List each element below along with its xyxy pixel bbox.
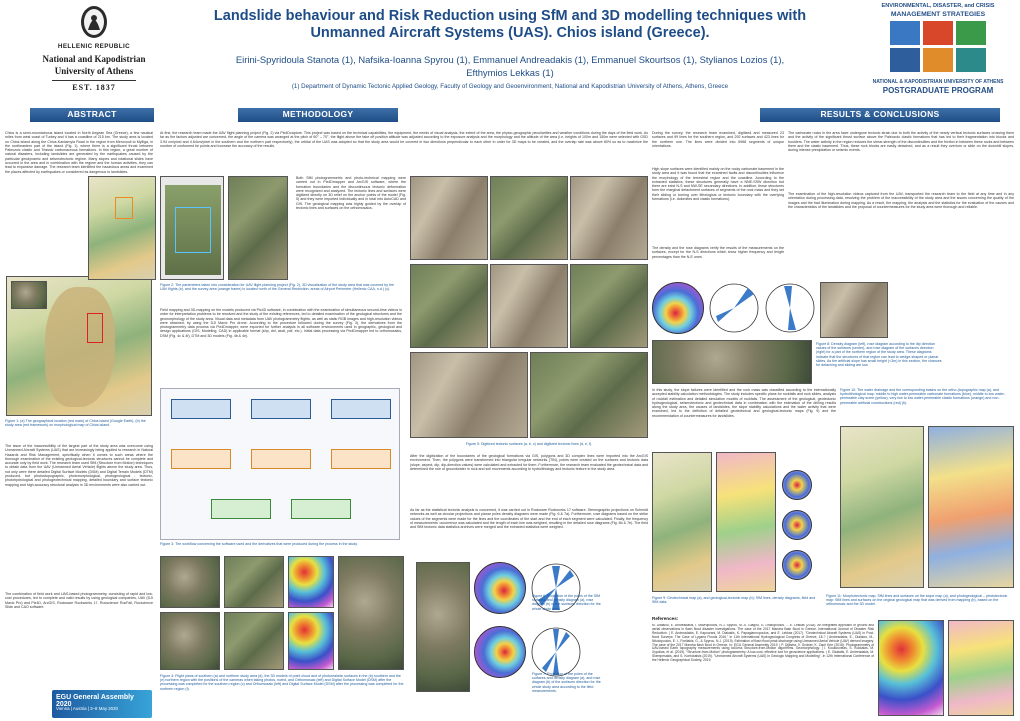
volcano-icon: [956, 48, 986, 72]
figure-5-caption: Figure 5: Digitized tectonic surfaces (a, b, c) and digitized tectonic lines (d, e, f).: [465, 442, 593, 446]
header: [0, 0, 1020, 104]
abstract-paragraph-2: The issue of the inaccessibility of the largest part of the study area was overcome using Unmanned Aircraft Systems (UAS) that are increasingly being applied to research in Natural Hazards and Risk Management, specifically when it comes to such areas where the thorough examination of the existing geological-tectonic structures cannot be complete and accurate only by field work. The research team used SfM (Structure from Motion) techniques to obtain data from the UAV (Unmanned Aerial Vehicle) flights above the study area. Thus, not only were there detailed Digital Surface Models (DSM) and Digital Terrain Models (DTM) produced, but photostopographic, photomorphological, photogeological - tectonic, photohydrological and photogeotechnical mapping, detailed boundary and surface tectonic mapping and high-accuracy structural analysis in 3D environments were also carried out.: [5, 444, 153, 487]
figure-9-caption: Figure 9: Geotechnical map (a), and geological-tectonic map (b); SfM lines, density diagrams, field and SfM data.: [652, 596, 816, 605]
results-paragraph-5: The examination of the high-resolution videos captured from the UAV, transported the research team to the field at any time and in any orientation during processing data, resolving the problem of the inaccessibility of the study area and the issues concerning the quality of the images and the bad illumination during mapping. As a result, the mapping, the analysis and the statistics for the evaluation of the causes and the characteristics of the landslides and the proposal of countermeasures for the study area were thorough and reliable.: [788, 192, 1014, 209]
survey-frame: [115, 197, 133, 219]
figure-8-photo: [820, 282, 888, 338]
abstract-paragraph-3: The combination of field work and UAS-based photogrammetry, consisting of rapid and low-cost procedures, led to complete and valid results by using geological companies, UAV (DJI Mavic Pro) and Pix4D, ArcGIS, Rockware Rockworks 17, Rocscience RocFall, Rocscience Slide and CAO software.: [5, 592, 153, 609]
flood-icon: [890, 21, 920, 45]
results-paragraph-4: The carbonate rocks in the area have undergone tectonic strain due to both the activity of the nearly vertical tectonic surfaces crossing them and the activity of the significant thrust surface above the Paleozoic clastic formations that has led to their fragmentation into blocks and boulders. The water activity in the region reduces the shear-strength of the discontinuities and the friction in between these rocks and between them and the clastic basement. Thus, these rock blocks are easily detached, and as a result they overturn or slide on the downhill slopes, during intense precipitation or seismic events.: [788, 131, 1014, 153]
workflow-box-2: [251, 399, 311, 419]
earthquake-icon: [956, 21, 986, 45]
figure-8-photo-2: [652, 340, 812, 384]
figure-8-caption: Figure 8: Density diagram (left), rose diagram according to the dip direction values of the surfaces (center), and rose diagram of the surfaces direction (right) for a part of the northern region of the study area. These diagrams indicate that the structures of that region can lead to wedge-shaped or planar slides. As the artificial slope has small height (<3m) in this section, the chances for detaching and sliding are low.: [816, 342, 942, 368]
methodology-intro: At first, the research team made the UAV flight planning project (Fig. 2) via Pix4Dcapture. This project was based on the technical capabilities, the equipment, the needs of visual analysis, the extent of the area, the physio-geographic peculiarities and weather conditions during the days of the field work. As far as the factors adjusted are concerned, the angle of the camera was arranged at the pitch of 60° – 70°, the flight above the take off position altitude was adjusted according to the exposure analysis and the morphology and the altitude of the area (i.e. heights of 100m and 150m were selected with GSD 3.94 cm/pixel and 4.64cm/pixel in the southern and the northern part respectively), the orbital of the UAS was adopted so that the study area would be covered in two directions perpendicular to each other in order for 3D maps to be created, and the overlap rate was above 80% so as to maximize the number of conformed tie points and increase the accuracy of the results.: [160, 131, 648, 148]
figure-5a: [410, 176, 488, 260]
figure-7-caption: Figure 7: Projection of the poles of the surfaces and density diagram (a), and rose diagram (b) of the surfaces direction for the whole study area according to the field measurements.: [532, 672, 601, 693]
flight-grid: [175, 207, 211, 253]
results-paragraph-2: High slope surfaces were identified mainly on the rocky carbonate basement in the study area and it was found that the examined faults and discontinuities influence the morphology of the terrestrial region and the coastline. According to the extracted statistics, these structures generally have a NNE-SSW direction but there are exist N-S and NW-SE secondary directions. In addition, these structures form the marginal detachment surfaces of segments of the rock mass and they set their sliding or turning over lithological or tectonic boundary with the overlying formations (i.e. dolomites and clastic formations).: [652, 167, 784, 202]
abstract-heading: ABSTRACT: [30, 108, 154, 122]
figure-8-dip-rose: [708, 282, 760, 334]
figure-2-caption: Figure 2: The parameters taken into consideration for UAV flight planning project (Fig. 2), 3D visualization of the study area that was covered by the UAV flights (b), and the survey area (orange frame) is located north of the General Restriction: areas of Airport Perimeter (Hellenic CAA, n.d.) (c).: [160, 283, 394, 292]
figure-5c: [570, 176, 648, 260]
figure-1-inset: [11, 281, 47, 309]
figure-8-strike-rose: [764, 282, 816, 334]
methodology-photogrammetric: Both SfM photogrammetric and photo-technical mapping were carried out in Pix4Dmapper and ArcGIS software, where the formation boundaries and the discontinuous tectonic deformation were recognized and analyzed. The tectonic lines and surfaces were digitized directly on 3D relief on the anchor points of the model (Fig. 5) and they were imported individually and in total into AutoCAD and GIS. The geological mapping was highly guided by the overlap of tectonic lines and surfaces on the orthomosaics.: [296, 176, 406, 211]
figure-11a-morphotectonic-map: [878, 620, 944, 716]
program-logo-top-2: MANAGEMENT STRATEGIES: [890, 11, 986, 18]
workflow-box-8: [291, 499, 351, 519]
figure-1-caption: Figure 1: (a) The geographical location (red mark) of Chios island (Google Earth), (b) the study area (red framework) on morphological map of Chios island.: [5, 419, 146, 428]
workflow-box-3: [331, 399, 391, 419]
workflow-box-5: [251, 449, 311, 469]
figure-2c-airport-map: [88, 176, 156, 280]
figure-10b-hydrolithological-map: [928, 426, 1014, 588]
university-logo: [38, 4, 150, 100]
chios-island-shape: [45, 287, 115, 407]
methodology-digitization: After the digitization of the boundaries of the geological formations via GIS, polygons and 3D complex lines were imported into the ArcGIS environment. Then, the polygons were transformed into triangular irregular networks (TIN), points were created on the surfaces and tectonic data (slope, aspect, dip, dip-direction values) were calculated and extracted for them. Furthermore, the research team evaluated the geotechnical data and determined the role of groundwater in rock and soil movements according to hydrolithology and tectonic texture in the study area.: [410, 454, 648, 471]
methodology-structural-analysis: As far as the statistical tectonic analysis is concerned, it was carried out in Rockware Rockworks 17 software. Stereographic projections on Schmidt networks as well as circular projections and planar poles density diagrams were made (Fig. 6 & 7a). Furthermore, rose diagrams based on the strike values of the segments were made for the lines and the coordinates of the start and the end of each segment were calculated. Finally, the frequency of measurements' occurrence was calculated and the length of each line was weighed, resulting in the detailed rose diagrams (Fig. 6b & 7b). The field and SfM tectonic data statistics archives were merged and the extracted statistics were weighed.: [410, 508, 648, 530]
logo-line-4: EST. 1837: [72, 83, 116, 92]
workflow-box-1: [171, 399, 231, 419]
figure-9-stereonet-3: [782, 550, 812, 580]
figure-5e: [490, 264, 568, 348]
figure-4f-dsm-north: [288, 612, 334, 670]
program-logo-bottom-2: POSTGRADUATE PROGRAM: [882, 86, 994, 95]
figure-4-caption: Figure 4: Flight plans of southern (a) and northern study area (d), the 3D models of point cloud and of photorealistic surfaces in the (b) southern and the (e) northern region with the positions of the cameras when taking photos, noted, and Orthomosaic (left) and Digital Surface Model (DSM) after the processing was completed for the southern region (c) and Orthomosaic (left) and Digital Surface Model (DSM) after the processing was completed for the northern region (f).: [160, 674, 404, 691]
figure-5b: [490, 176, 568, 260]
poster-title-line-1: Landslide behaviour and Risk Reduction using SfM and 3D modelling techniques with: [213, 8, 807, 24]
logo-line-1: HELLENIC REPUBLIC: [57, 43, 131, 50]
methodology-heading: METHODOLOGY: [238, 108, 398, 122]
logo-rule: [52, 80, 136, 81]
results-paragraph-1: During the survey, the research team examined, digitized and measured 23 surfaces and 99 lines for the southern region, and 292 surfaces and 423 lines for the northern one. The lines were divided into 6968 segments of unique orientations.: [652, 131, 784, 148]
figure-8-density-diagram: [652, 282, 704, 334]
methodology-field-mapping: Field mapping and 3D-mapping on the models produced via Pix4D software, in combination with the examination of simultaneous second-time videos in order for interpretation problems to be resolved and the study of the existing references, led to detailed examination of the geological structures and the geomorphology of the study area. Visual data and metadata from UAV photogrammetry flights, as well as static RGB images and high-resolution videos were obtained, by using the DJI Mavic Pro drone. According to the procedure followed during the survey (Fig. 3), the derivatives from the photogrammetry data process via Pix4Dmapper, were exported for further analysis in all software environments used in geographic, geological and design applications (GIS, Modeling, CAD) in applicable format (shp, dxf, ascii, pdf, etc.). Initial data processing via Pix4Dmapper led to orthomosaics, DSM (Fig. 4c & 4f), DTM and 3D models (Fig. 4b & 4e).: [160, 308, 402, 338]
figure-7a-stereonet: [474, 626, 526, 678]
egu-banner: [52, 690, 152, 718]
results-paragraph-3: The density and the rose diagrams verify the results of the measurements on the surfaces, except for the N-S directions which show higher frequency and length percentages than the N-E ones: [652, 246, 784, 259]
figure-4a-flight-plan-south: [160, 556, 220, 608]
figure-9-stereonet-1: [782, 470, 812, 500]
logo-line-3: University of Athens: [54, 66, 134, 76]
references-list: M. Dialaiou, E. Andreadakis, I. Mavropoulos, N.-I. Spyrou, M.-S. Giagou, G. Drakopoulos, ... E. Lekkas (2018). An integrated approach of ground and aerial observations in flash flood disaster investigations. The case of the 2017 Mandra flash flood in Greece. International Journal of Disaster Risk Reduction. | E. Andreadakis, E. Kapourani, M. Diakakis, K. Papagiannopoulos, and E. Lekkas (2017). "Geotechnical Aircraft Systems (UAS) in Post-flood Surveys: The Case of Lygaria Floods 2016," in 11th International Hydrogeological Congress of Greece, 18-? | Andreadakis, E., Dialaiou, M., Nikolopoulos, E. I., Foeliakis, G., & Spyrou, N.-I. (2019). Estimation of flash flood peak discharge using Unmanned Aerial Vehicle (UAV) derived imagery. The case of the 2017 Mandra flash flood in Greece. In: EGU General Assembly 2019. | P. Dijkstra, V. Grobier, K. Zach Kerr (2018). Photogrammetry of UAV-based Earth topography measurements using tall-less Structure-from-Motion algorithms. Geomorphology. | I. Koukouvelas, S. Kokkalas, M. Xypolias, et al. (2019). "Structure-from-Motion" photogrammetry: A low-cost, effective tool for geoscience applications. | E. Gkatatis, E. Andreadakis, M. Skempesakis, and S. Kontokatsis (2019). "Unmanned Aircraft Systems (UAS) in Geologic Mapping and Modelling". In 12th International Conference of the Hellenic Geographical Society, 2019.: [652, 624, 874, 663]
program-logo-bottom-1: NATIONAL & KAPODISTRIAN UNIVERSITY OF ATHENS: [872, 79, 1004, 85]
authors-line-1: Eirini-Spyridoula Stanota (1), Nafsika-Ioanna Spyrou (1), Emmanuel Andreadakis (1), Emmanuel Skourtsos (1), Stylianos Lozios (1),: [235, 54, 785, 65]
figure-4e-point-cloud-north: [224, 612, 284, 670]
egu-label: EGU General Assembly 2020: [56, 694, 134, 708]
figure-4-side-image: [338, 556, 404, 670]
results-paragraph-6: In this study, the slope failures were identified and the rock mass was classified according to the internationally accepted stability calculation methodologies. The study includes specific plans for rockfalls and rock slides, analysis of rockfall estimation and detailed simulation models of rockfalls. The assessment of the geological, geotectonic hydrogeological, seismotectonic and geotechnical data in combination with the estimation of the drilling results along the study area, the causes of landslides, the slope stability calculations and the water activity that were examined, led to the definition of detailed geotechnical and geological-tectonic maps (Fig. 9) and the recommendation of countermeasures for landslides.: [652, 388, 836, 418]
figure-2a-flight-plan: [160, 176, 224, 280]
study-area-frame: [87, 313, 103, 343]
figure-11-caption: Figure 11: Morphotectonic map, SfM lines and surfaces on the slope map (a), and photogeological – phototectonic map: SfM lines and surfaces on the original geological map that was derived from mapping (b), based on the orthomosaic and the 3D model.: [826, 594, 1008, 607]
fire-icon: [923, 21, 953, 45]
figure-1-map: [6, 276, 152, 416]
figure-9-stereo-stack: [780, 470, 814, 590]
figure-4b-point-cloud-south: [224, 556, 284, 608]
figure-9a-geotechnical-map: [652, 452, 712, 592]
figure-6-caption: Figure 6: Projection of the poles of the SfM surfaces and density diagram (a), rose diagram (b) of the surfaces direction for the whole study area.: [532, 594, 601, 611]
figure-7b-rose-diagram: [530, 626, 582, 678]
figure-10-caption: Figure 10: The water drainage and the corresponding basins on the ortho-(topographic map (a), and hydrolithological map: middle to high water-permeable carbonate formations (blue), middle to low water-permeable clay scree (yellow), very low to low water-permeable clastic formations (orange) and non-permeable artificial constructions (red) (b).: [840, 388, 1005, 405]
abstract-paragraph-1: Chios is a semi-mountainous island located in North Aegean Sea (Greece), a few nautical miles from west coast of Turkey and it has a coastline of 215 km. The study area is located on Chios island along the Chios-Kardamyla Road in the region from Merovouli to Mylliga, in the northeastern part of the island (Fig. 1), where there is a significant thrust between Paleozoic clastic and Triassic carbonaceous formations. In this region, a great number of natural disasters, including landslides are generated by the earthquakes caused by the particular geodynamic and seismotectonic regime. Many slopes and rotational slides have occurred in the area and in combination with the regime and the human activities, they can lead to expansive damage. The research team identified the hazardous areas and examined the places affected by earthquakes or considered as dangerous to landslides.: [5, 131, 153, 174]
program-logo: [862, 3, 1014, 101]
storm-icon: [890, 48, 920, 72]
figure-5h: [530, 352, 648, 438]
disaster-icons-grid: [890, 21, 986, 73]
workflow-box-4: [171, 449, 231, 469]
poster-title-line-2: Unmanned Aircraft Systems (UAS). Chios island (Greece).: [310, 25, 710, 41]
program-logo-top-1: ENVIRONMENTAL, DISASTER, and CRISIS: [881, 3, 995, 9]
egu-sub: Vienna | Austria | 3–8 May 2020: [56, 706, 119, 711]
figure-2b-3d-view: [228, 176, 288, 280]
workflow-box-7: [211, 499, 271, 519]
figure-3-workflow: [160, 388, 400, 540]
figure-5g: [410, 352, 528, 438]
logo-line-2: National and Kapodistrian: [42, 54, 146, 64]
figure-6a-stereonet: [474, 562, 526, 614]
figure-4c-dsm-south: [288, 556, 334, 608]
athena-emblem-icon: [78, 4, 110, 40]
authors-line-2: Efthymios Lekkas (1): [466, 67, 554, 78]
figure-5f: [570, 264, 648, 348]
landslide-icon: [923, 48, 953, 72]
figure-3-caption: Figure 3: The workflow concerning the software used and the derivatives that were produced during the process in the study.: [160, 542, 358, 546]
references-title: References:: [652, 616, 679, 621]
figure-7-side-image: [416, 562, 470, 692]
affiliation: (1) Department of Dynamic Tectonic Applied Geology, Faculty of Geology and Geoenvironment, National and Kapodistrian University of Athens, Athens, Greece: [291, 83, 729, 90]
figure-10a-drainage-map: [840, 426, 924, 588]
figure-5d: [410, 264, 488, 348]
workflow-box-6: [331, 449, 391, 469]
figure-9b-geological-map: [716, 452, 776, 592]
figure-11b-photogeological-map: [948, 620, 1014, 716]
figure-4d-flight-plan-north: [160, 612, 220, 670]
figure-9-stereonet-2: [782, 510, 812, 540]
results-heading: RESULTS & CONCLUSIONS: [760, 108, 1000, 122]
